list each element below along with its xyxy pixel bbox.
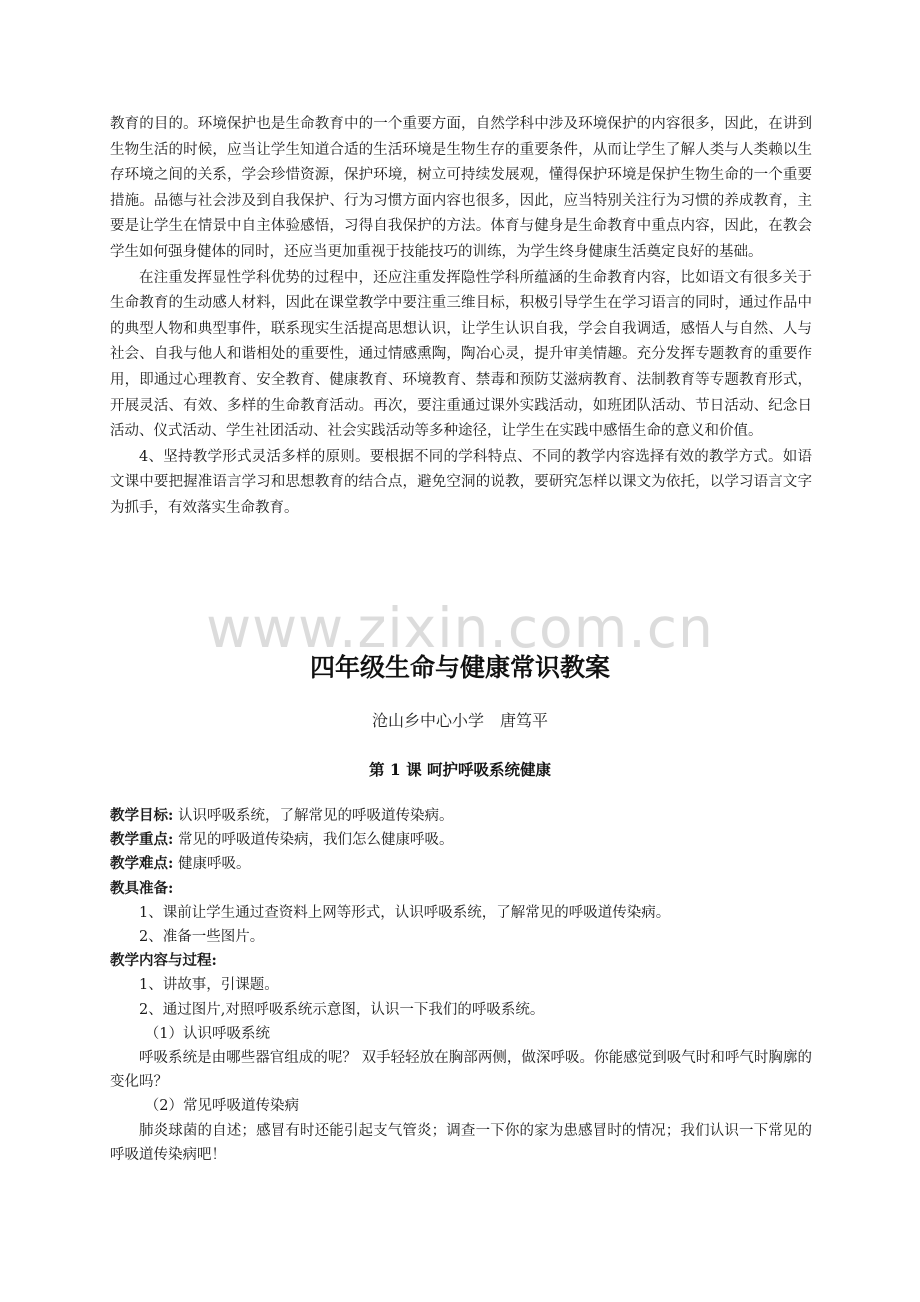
lesson-body bbox=[110, 804, 812, 1167]
paragraph-3: 4、坚持教学形式灵活多样的原则。要根据不同的学科特点、不同的教学内容选择有效的教学方式。如语文课中要把握准语言学习和思想教育的结合点，避免空洞的说教，要研究怎样以课文为依托，以学习语言文字为抓手，有效落实生命教育。 bbox=[110, 448, 812, 516]
difficulty-label: 教学难点: bbox=[110, 855, 174, 873]
difficulty-text: 健康呼吸。 bbox=[173, 856, 251, 873]
author-line: 沧山乡中心小学 唐笃平 bbox=[371, 711, 548, 730]
sub1-text: 呼吸系统是由哪些器官组成的呢？ 双手轻轻放在胸部两侧，做深呼吸。你能感觉到吸气时和呼气时胸廓的变化吗？ bbox=[110, 1050, 812, 1091]
sub1-title: （1）认识呼吸系统 bbox=[144, 1025, 271, 1042]
key-text: 常见的呼吸道传染病，我们怎么健康呼吸。 bbox=[173, 832, 454, 849]
prep-row bbox=[110, 877, 812, 901]
paragraph-2: 在注重发挥显性学科优势的过程中，还应注重发挥隐性学科所蕴涵的生命教育内容，比如语文有很多关于生命教育的生动感人材料，因此在课堂教学中要注重三维目标，积极引导学生在学习语言的同时，通过作品中的典型人物和典型事件，联系现实生活提高思想认识，让学生认识自我，学会自我调适，感悟人与自然、人与社会、自我与他人和谐相处的重要性，通过情感熏陶，陶冶心灵，提升审美情趣。充分发挥专题教育的重要作用，即通过心理教育、安全教育、健康教育、环境教育、禁毒和预防艾滋病教育、法制教育等专题教育形式，开展灵活、有效、多样的生命教育活动。再次，要注重通过课外实践活动，如班团队活动、节日活动、纪念日活动、仪式活动、学生社团活动、社会实践活动等多种途径，让学生在实践中感悟生命的意义和价值。 bbox=[110, 269, 812, 440]
process-row bbox=[110, 949, 812, 973]
prep-label: 教具准备: bbox=[110, 879, 174, 897]
goal-row bbox=[110, 804, 812, 828]
top-text-block bbox=[110, 112, 812, 522]
sub2-text: 肺炎球菌的自述；感冒有时还能引起支气管炎；调查一下你的家为患感冒时的情况；我们认识一下常见的呼吸道传染病吧！ bbox=[110, 1122, 812, 1163]
process-item: 1、讲故事，引课题。 bbox=[139, 977, 279, 994]
sub2-title: （2）常见呼吸道传染病 bbox=[144, 1098, 300, 1115]
key-row bbox=[110, 828, 812, 852]
lesson-title: 第 1 课 呵护呼吸系统健康 bbox=[369, 760, 551, 779]
process-label: 教学内容与过程: bbox=[110, 952, 217, 970]
goal-text: 认识呼吸系统，了解常见的呼吸道传染病。 bbox=[173, 808, 454, 824]
key-label: 教学重点: bbox=[110, 831, 174, 849]
difficulty-row bbox=[110, 852, 812, 876]
prep-item: 1、课前让学生通过查资料上网等形式，认识呼吸系统，了解常见的呼吸道传染病。 bbox=[139, 904, 671, 921]
document-title: 四年级生命与健康常识教案 bbox=[309, 653, 610, 682]
goal-label: 教学目标: bbox=[110, 807, 174, 824]
paragraph-1: 教育的目的。环境保护也是生命教育中的一个重要方面，自然学科中涉及环境保护的内容很多，因此，在讲到生物生活的时候，应当让学生知道合适的生活环境是生物生存的重要条件，从而让学生了解人类与人类赖以生存环境之间的关系，学会珍惜资源，保护环境，树立可持续发展观，懂得保护环境是保护生物生命的一个重要措施。品德与社会涉及到自我保护、行为习惯方面内容也很多，因此，应当特别关注行为习惯的养成教育，主要是让学生在情景中自主体验感悟，习得自我保护的方法。体育与健身是生命教育中重点内容，因此，在教会学生如何强身健体的同时，还应当更加重视于技能技巧的训练，为学生终身健康生活奠定良好的基础。 bbox=[110, 116, 812, 260]
process-item: 2、通过图片,对照呼吸系统示意图，认识一下我们的呼吸系统。 bbox=[139, 1001, 545, 1018]
watermark: www.zixin.com.cn bbox=[206, 596, 714, 660]
prep-item: 2、准备一些图片。 bbox=[139, 929, 265, 946]
